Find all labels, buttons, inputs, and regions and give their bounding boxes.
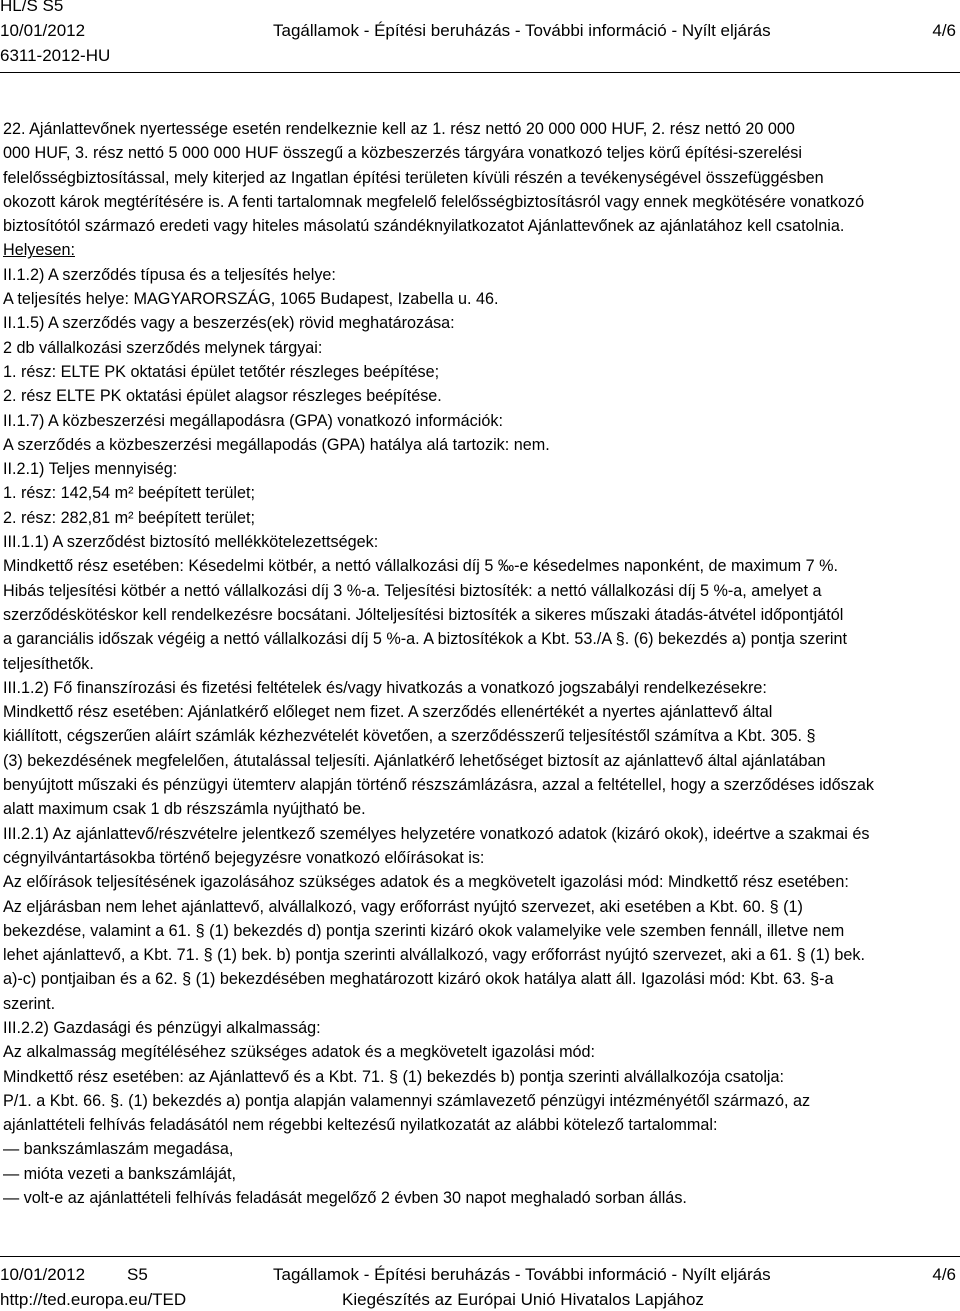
text-line: 2. rész: 282,81 m² beépített terület; xyxy=(3,508,255,527)
text-line: cégnyilvántartásokba történő bejegyzésre vonatkozó előírásokat is: xyxy=(3,848,485,867)
text-line: III.1.1) A szerződést biztosító mellékkötelezettségek: xyxy=(3,533,379,552)
text-line: felelősségbiztosítással, mely kiterjed az Ingatlan építési területen kívüli részén a tevékenységével összefüggésben xyxy=(3,168,824,187)
text-line: okozott károk megtérítésére is. A fenti tartalomnak megfelelő felelősségbiztosításról vagy ennek megkötésére vonatkozó xyxy=(3,192,865,211)
text-line: a garanciális időszak végéig a nettó vállalkozási díj 5 %-a. A biztosítékok a Kbt. 53./A §. (6) bekezdés a) pontja szerint xyxy=(3,630,848,649)
header-date: 10/01/2012 xyxy=(0,21,86,40)
header-title: Tagállamok - Építési beruházás - További információ - Nyílt eljárás xyxy=(273,21,771,40)
footer-page-number: 4/6 xyxy=(932,1265,956,1284)
text-line: alatt maximum csak 1 db részszámla nyújtható be. xyxy=(3,800,366,819)
text-line: II.1.7) A közbeszerzési megállapodásra (GPA) vonatkozó információk: xyxy=(3,411,503,430)
text-line: Mindkettő rész esetében: az Ajánlattevő és a Kbt. 71. § (1) bekezdés b) pontja szerinti alvállalkozója csatolja: xyxy=(3,1067,785,1086)
text-line: Mindkettő rész esetében: Késedelmi kötbér, a nettó vállalkozási díj 5 ‰-e késedelmes naponként, de maximum 7 %. xyxy=(3,557,838,576)
text-line: bekezdése, valamint a 61. § (1) bekezdés d) pontja szerinti kizáró okok valamelyike vele szemben fennáll, illetve nem xyxy=(3,921,845,940)
text-line: lehet ajánlattevő, a Kbt. 71. § (1) bek. b) pontja szerinti alvállalkozó, vagy erőforrást nyújtó szervezet, aki a 61. § (1) bek. xyxy=(3,946,865,965)
text-line: szerződéskötéskor kell rendelkezésre bocsátani. Jólteljesítési biztosíték a sikeres műszaki átadás-átvétel időpontjától xyxy=(3,605,844,624)
text-line: Mindkettő rész esetében: Ajánlatkérő előleget nem fizet. A szerződés ellenértékét a nyertes ajánlattevő által xyxy=(3,703,773,722)
text-line: a)-c) pontjaiban és a 62. § (1) bekezdésében meghatározott kizáró okok hatálya alatt áll. Igazolási mód: Kbt. 63. §-a xyxy=(3,970,834,989)
text-line: II.2.1) Teljes mennyiség: xyxy=(3,460,178,479)
text-line: P/1. a Kbt. 66. §. (1) bekezdés a) pontja alapján valamennyi számlavezető pénzügyi intézményétől származó, az xyxy=(3,1091,811,1110)
text-line: II.1.5) A szerződés vagy a beszerzés(ek) rövid meghatározása: xyxy=(3,314,455,333)
text-line: Az előírások teljesítésének igazolásához szükséges adatok és a megkövetelt igazolási mód: Mindkettő rész esetében: xyxy=(3,873,849,892)
text-line: kiállított, cégszerűen aláírt számlák kézhezvételét követően, a szerződésszerű teljesítéstől számítva a Kbt. 305. § xyxy=(3,727,816,746)
text-line: III.2.1) Az ajánlattevő/részvételre jelentkező személyes helyzetére vonatkozó adatok (kizáró okok), ideértve a szakmai és xyxy=(3,824,870,843)
text-line: — bankszámlaszám megadása, xyxy=(3,1140,234,1159)
text-line: 1. rész: 142,54 m² beépített terület; xyxy=(3,484,255,503)
footer-publication: Kiegészítés az Európai Unió Hivatalos Lapjához xyxy=(342,1290,704,1309)
text-line: biztosítótól származó eredeti vagy hiteles másolatú szándéknyilatkozatot Ajánlattevőnek az ajánlatához kell csatolnia. xyxy=(3,217,845,236)
text-line: benyújtott műszaki és pénzügyi ütemterv alapján történő részszámlázásra, azzal a feltétellel, hogy a szerződéses időszak xyxy=(3,776,874,795)
text-line: Az eljárásban nem lehet ajánlattevő, alvállalkozó, vagy erőforrást nyújtó szervezet, aki esetében a Kbt. 60. § (1) xyxy=(3,897,803,916)
text-line: 1. rész: ELTE PK oktatási épület tetőtér részleges beépítése; xyxy=(3,362,440,381)
text-line: 2. rész ELTE PK oktatási épület alagsor részleges beépítése. xyxy=(3,387,442,406)
footer-rule xyxy=(0,1256,960,1257)
header-doc-id: HL/S S5 xyxy=(0,0,64,15)
text-line: (3) bekezdésének megfelelően, átutalással teljesíti. Ajánlatkérő lehetőséget biztosít az ajánlattevő által ajánlatában xyxy=(3,751,826,770)
footer-url: http://ted.europa.eu/TED xyxy=(0,1290,187,1309)
text-line: Hibás teljesítési kötbér a nettó vállalkozási díj 3 %-a. Teljesítési biztosíték: a nettó vállalkozási díj 5 %-a, amelyet a xyxy=(3,581,822,600)
footer-series: S5 xyxy=(127,1265,148,1284)
text-line: A teljesítés helye: MAGYARORSZÁG, 1065 Budapest, Izabella u. 46. xyxy=(3,290,499,309)
document-body xyxy=(3,117,956,1210)
text-line: — volt-e az ajánlattételi felhívás feladását megelőző 2 évben 30 napot meghaladó sorban állás. xyxy=(3,1189,687,1208)
text-line: 2 db vállalkozási szerződés melynek tárgyai: xyxy=(3,338,323,357)
header-page-number: 4/6 xyxy=(932,21,956,40)
text-line: 22. Ajánlattevőnek nyertessége esetén rendelkeznie kell az 1. rész nettó 20 000 000 HUF, 2. rész nettó 20 000 xyxy=(3,120,795,138)
text-line: III.1.2) Fő finanszírozási és fizetési feltételek és/vagy hivatkozás a vonatkozó jogszabályi rendelkezésekre: xyxy=(3,678,767,697)
text-line: III.2.2) Gazdasági és pénzügyi alkalmasság: xyxy=(3,1018,321,1037)
text-line: 000 HUF, 3. rész nettó 5 000 000 HUF összegű a közbeszerzés tárgyára vonatkozó teljes körű építési-szerelési xyxy=(3,144,802,163)
footer-date: 10/01/2012 xyxy=(0,1265,86,1284)
text-line: Az alkalmasság megítéléséhez szükséges adatok és a megkövetelt igazolási mód: xyxy=(3,1043,596,1062)
footer-title: Tagállamok - Építési beruházás - További információ - Nyílt eljárás xyxy=(273,1265,771,1284)
text-line: II.1.2) A szerződés típusa és a teljesítés helye: xyxy=(3,265,336,284)
text-line: szerint. xyxy=(3,994,56,1013)
text-line: teljesíthetők. xyxy=(3,654,94,673)
header-rule xyxy=(0,72,960,73)
correction-heading: Helyesen: xyxy=(3,241,75,260)
text-line: A szerződés a közbeszerzési megállapodás (GPA) hatálya alá tartozik: nem. xyxy=(3,435,550,454)
text-line: — mióta vezeti a bankszámláját, xyxy=(3,1164,237,1183)
text-line: ajánlattételi felhívás feladásától nem régebbi keltezésű nyilatkozatát az alábbi kötelező tartalommal: xyxy=(3,1116,718,1135)
header-reference: 6311-2012-HU xyxy=(0,46,111,65)
